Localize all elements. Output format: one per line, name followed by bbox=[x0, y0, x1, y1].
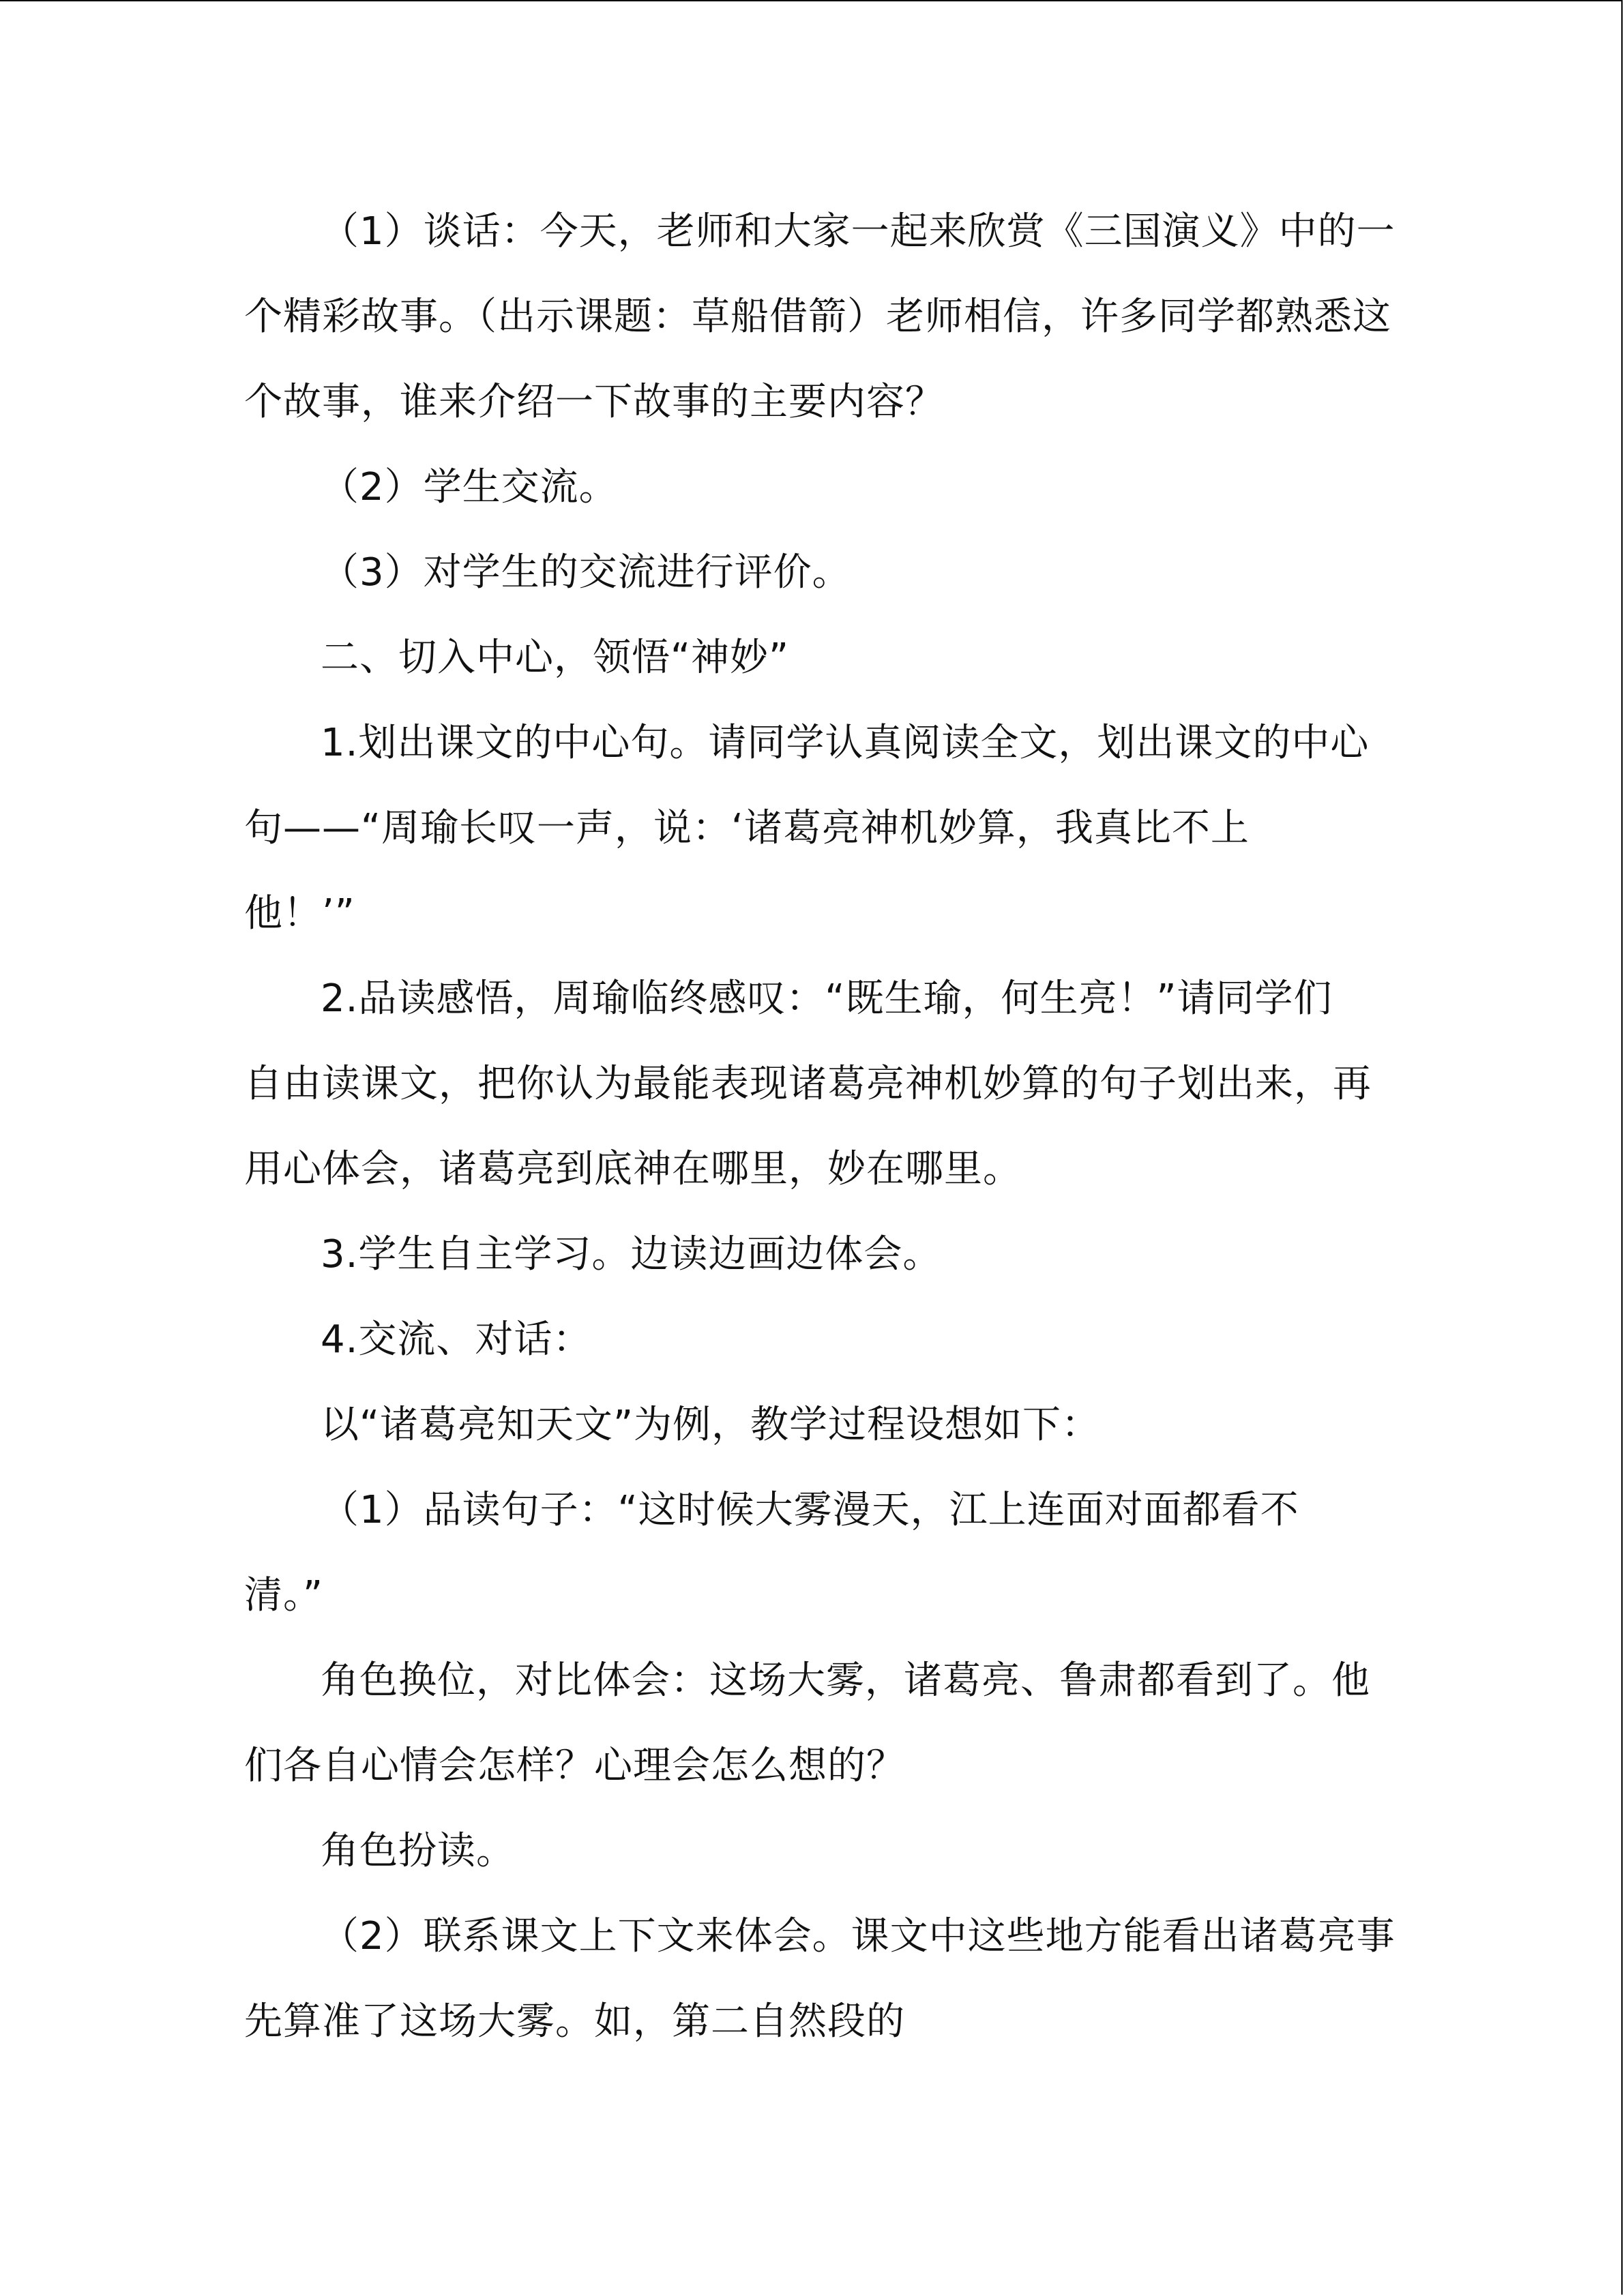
paragraph-line: 角色扮读。 bbox=[321, 1829, 515, 1873]
paragraph-line: 以“诸葛亮知天文”为例，教学过程设想如下： bbox=[321, 1403, 1101, 1447]
paragraph-line: 4.交流、对话： bbox=[321, 1317, 592, 1362]
paragraph-line: （3）对学生的交流进行评价。 bbox=[321, 550, 851, 595]
paragraph-line: 他！’” bbox=[244, 891, 355, 936]
paragraph-line: （2）联系课文上下文来体会。课文中这些地方能看出诸葛亮事 bbox=[321, 1914, 1396, 1958]
paragraph-line: 自由读课文，把你认为最能表现诸葛亮神机妙算的句子划出来，再 bbox=[244, 1062, 1372, 1106]
paragraph-line: 清。” bbox=[244, 1573, 324, 1617]
paragraph-line: 用心体会，诸葛亮到底神在哪里，妙在哪里。 bbox=[244, 1147, 1022, 1191]
section-heading: 二、切入中心，领悟“神妙” bbox=[321, 636, 790, 680]
paragraph-line: （1）品读句子：“这时候大雾漫天，江上连面对面都看不 bbox=[321, 1488, 1299, 1532]
paragraph-line: 3.学生自主学习。边读边画边体会。 bbox=[321, 1232, 942, 1277]
paragraph-line: 句——“周瑜长叹一声，说：‘诸葛亮神机妙算，我真比不上 bbox=[244, 806, 1250, 850]
paragraph-line: 先算准了这场大雾。如，第二自然段的 bbox=[244, 1999, 905, 2044]
paragraph-line: 1.划出课文的中心句。请同学认真阅读全文，划出课文的中心 bbox=[321, 721, 1370, 765]
paragraph-line: （1）谈话：今天，老师和大家一起来欣赏《三国演义》中的一 bbox=[321, 209, 1396, 254]
paragraph-line: 个故事，谁来介绍一下故事的主要内容？ bbox=[244, 380, 944, 424]
paragraph-line: 们各自心情会怎样？心理会怎么想的？ bbox=[244, 1744, 905, 1788]
paragraph-line: 个精彩故事。（出示课题：草船借箭）老师相信，许多同学都熟悉这 bbox=[244, 295, 1391, 339]
paragraph-line: 2.品读感悟，周瑜临终感叹：“既生瑜，何生亮！”请同学们 bbox=[321, 976, 1333, 1021]
paragraph-line: （2）学生交流。 bbox=[321, 465, 618, 509]
paragraph-line: 角色换位，对比体会：这场大雾，诸葛亮、鲁肃都看到了。他 bbox=[321, 1658, 1370, 1703]
